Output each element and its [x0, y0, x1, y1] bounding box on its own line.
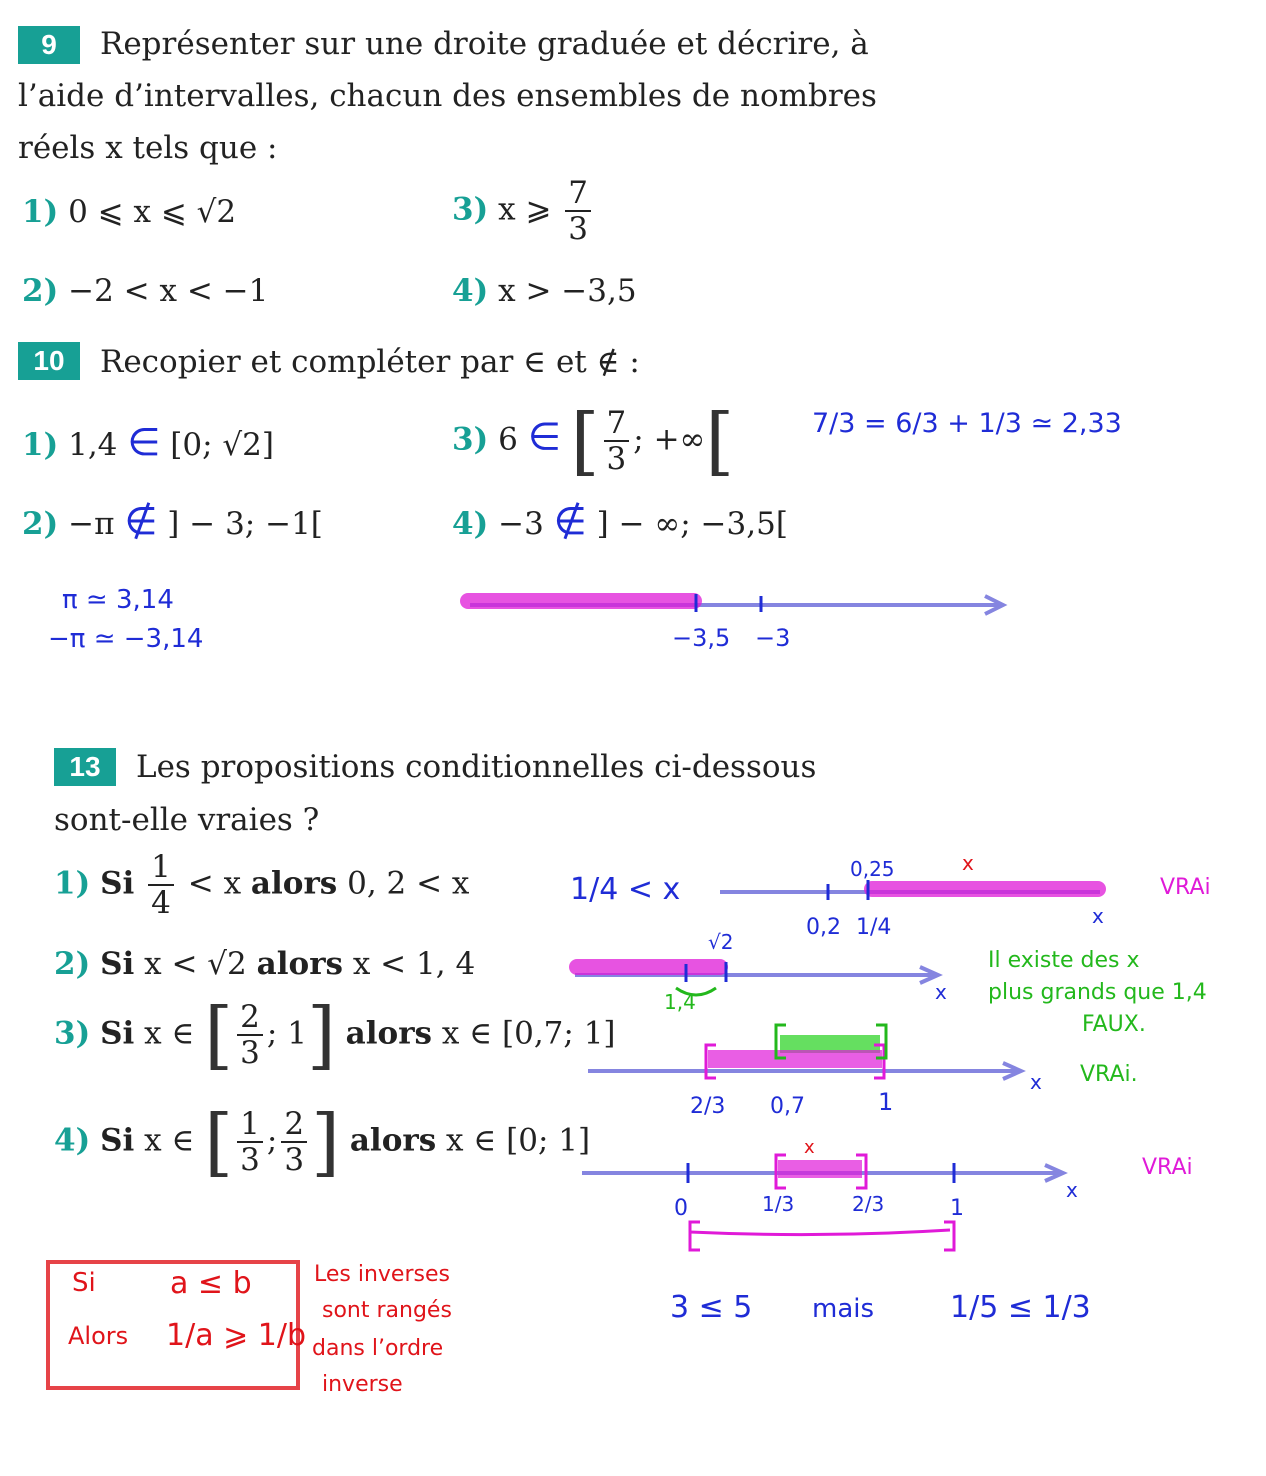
box-alors: Alors: [68, 1322, 129, 1350]
mais-right: 1/5 ≤ 1/3: [950, 1290, 1091, 1325]
fraction: $\frac{2}{3}$: [281, 1107, 307, 1177]
red-note-line1: Les inverses: [314, 1262, 450, 1287]
item-number: 3): [452, 191, 489, 228]
item-number: 1): [22, 427, 59, 463]
hw1-label-1-4: 1/4: [856, 915, 892, 940]
handwritten-answer: ∉: [124, 499, 158, 543]
hw3-label-2-3: 2/3: [690, 1094, 726, 1119]
conclusion: 0, 2 < x: [347, 865, 470, 902]
hw2-label-1-4: 1,4: [664, 990, 696, 1014]
condition: x < √2: [144, 946, 247, 982]
exercise-13-text-line1: Les propositions conditionnelles ci-dessous: [136, 749, 817, 785]
box-inverse-ineq: 1/a ⩾ 1/b: [166, 1318, 307, 1353]
hw2-note-2: plus grands que 1,4: [988, 980, 1207, 1005]
item-expression: −2 < x < −1: [68, 273, 269, 309]
fraction: $\frac{7}{3}$: [604, 406, 630, 476]
item-interval: [0; √2]: [170, 427, 274, 463]
conclusion: x < 1, 4: [352, 946, 476, 982]
keyword-alors: alors: [250, 865, 338, 902]
hw2-label-sqrt2: √2: [708, 930, 734, 954]
red-note-line3: dans l’ordre: [312, 1336, 444, 1361]
handwritten-minus-pi-approx: −π ≃ −3,14: [48, 624, 204, 654]
keyword-alors: alors: [349, 1122, 437, 1159]
item-number: 3): [54, 1015, 91, 1052]
hw4-label-0: 0: [674, 1196, 688, 1221]
fraction: $\frac{2}{3}$: [237, 1000, 263, 1070]
keyword-si: Si: [100, 1015, 135, 1052]
hw4-label-x: x: [804, 1137, 815, 1158]
hw3-label-07: 0,7: [770, 1094, 805, 1119]
exercise-9-badge: 9: [18, 26, 80, 64]
fraction: $\frac{7}{3}$: [565, 176, 591, 246]
exercise-9-text-line1: Représenter sur une droite graduée et décrire, à: [100, 26, 869, 62]
item-number: 2): [54, 946, 91, 982]
item-expression: x > −3,5: [498, 273, 637, 309]
item-interval: ] − 3; −1[: [167, 506, 323, 542]
hw1-label-02: 0,2: [806, 915, 841, 940]
item-number: 2): [22, 506, 59, 542]
ex13-item-4: 4) Si x ∈ [ $\frac{1}{3}$ ; $\frac{2}{3}$ ] alors x ∈ [0; 1]: [54, 1099, 591, 1185]
mais-word: mais: [812, 1294, 875, 1324]
handwritten-answer: ∉: [553, 499, 587, 543]
item-interval: ; +∞: [633, 421, 706, 458]
item-value: −3: [498, 506, 544, 542]
hw1-left: 1/4 < x: [570, 872, 681, 907]
hw1-label-025: 0,25: [850, 857, 895, 881]
hw4-label-1-3: 1/3: [762, 1192, 795, 1216]
hw4-verdict: VRAi: [1142, 1155, 1193, 1180]
item-value: 6: [498, 421, 518, 458]
hw2-axis-x: x: [935, 980, 947, 1004]
box-si: Si: [72, 1268, 96, 1298]
hw3-axis-x: x: [1030, 1070, 1042, 1094]
hw1-label-x: x: [962, 851, 974, 875]
exercise-10-text: Recopier et compléter par ∈ et ∉ :: [100, 344, 640, 380]
keyword-si: Si: [100, 865, 135, 902]
hw1-verdict: VRAi: [1160, 875, 1211, 900]
item-expression: x ⩾: [498, 191, 552, 228]
handwritten-calc-7-3: 7/3 = 6/3 + 1/3 ≃ 2,33: [812, 408, 1122, 439]
hw4-label-1: 1: [950, 1196, 964, 1221]
hw1-axis-x: x: [1092, 904, 1104, 928]
item-value: 1,4: [68, 427, 118, 463]
item-number: 4): [452, 273, 489, 309]
mais-left: 3 ≤ 5: [670, 1290, 753, 1325]
item-number: 4): [54, 1122, 91, 1159]
keyword-si: Si: [100, 946, 135, 982]
conclusion: x ∈ [0,7; 1]: [441, 1015, 616, 1052]
handwritten-answer: ∈: [527, 414, 561, 459]
hw2-note-1: Il existe des x: [988, 948, 1140, 973]
red-note-line2: sont rangés: [322, 1298, 452, 1323]
hw2-verdict: FAUX.: [1082, 1012, 1146, 1037]
item-number: 4): [452, 506, 489, 542]
item-expression: 0 ⩽ x ⩽ √2: [68, 194, 237, 230]
hw3-verdict: VRAi.: [1080, 1062, 1138, 1087]
item-value: −π: [68, 506, 115, 542]
exercise-10-badge: 10: [18, 342, 80, 380]
keyword-alors: alors: [256, 946, 343, 982]
exercise-9-text-line2: l’aide d’intervalles, chacun des ensembles de nombres: [18, 78, 877, 114]
handwritten-pi-approx: π ≃ 3,14: [62, 585, 174, 615]
condition: x ∈: [144, 1122, 195, 1159]
box-a-le-b: a ≤ b: [170, 1266, 252, 1301]
red-note-line4: inverse: [322, 1372, 403, 1397]
fraction: $\frac{1}{3}$: [237, 1107, 263, 1177]
hw4-axis-x: x: [1066, 1178, 1078, 1202]
item-interval: ] − ∞; −3,5[: [596, 506, 788, 542]
axis-label-minus-3: −3: [755, 624, 791, 652]
keyword-si: Si: [100, 1122, 135, 1159]
axis-label-minus-3-5: −3,5: [672, 624, 731, 652]
item-number: 2): [22, 273, 59, 309]
keyword-alors: alors: [345, 1015, 432, 1052]
item-number: 1): [54, 865, 91, 902]
ex13-item-3: 3) Si x ∈ [ $\frac{2}{3}$ ; 1] alors x ∈ [0,7; 1]: [54, 992, 616, 1078]
item-number: 3): [452, 421, 489, 458]
hw3-label-1: 1: [878, 1088, 894, 1116]
exercise-9-text-line3: réels x tels que :: [18, 130, 278, 166]
item-number: 1): [22, 194, 59, 230]
handwritten-answer: ∈: [127, 420, 161, 464]
fraction: $\frac{1}{4}$: [148, 850, 174, 920]
ex10-item-3: 3) 6 ∈ [ $\frac{7}{3}$ ; +∞[: [452, 398, 735, 484]
hw4-label-2-3: 2/3: [852, 1192, 885, 1216]
exercise-13-badge: 13: [54, 748, 116, 786]
conclusion: x ∈ [0; 1]: [446, 1122, 591, 1159]
exercise-13-text-line2: sont-elle vraies ?: [54, 802, 320, 838]
condition: < x: [187, 865, 242, 902]
condition: x ∈: [144, 1015, 195, 1052]
